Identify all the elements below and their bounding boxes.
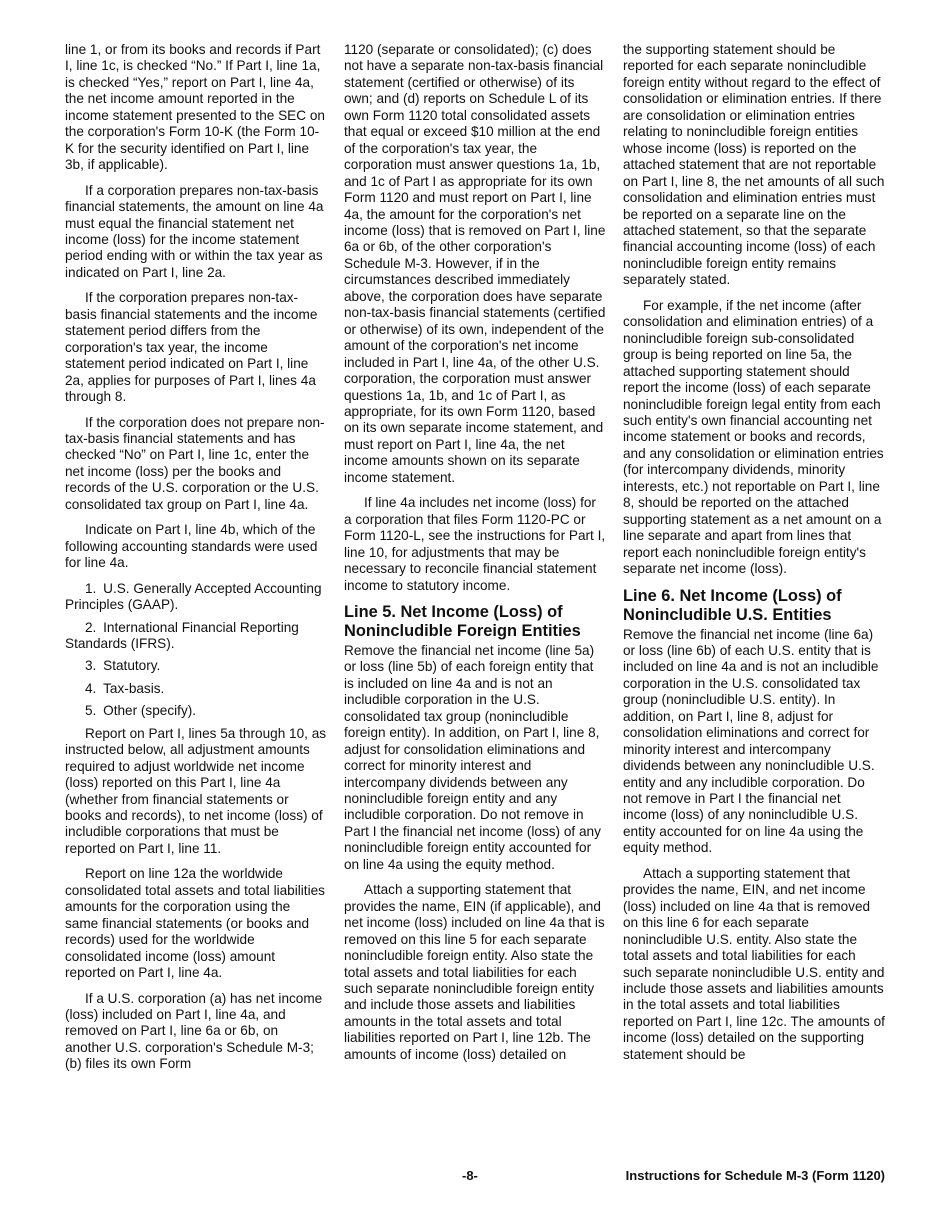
paragraph: Attach a supporting statement that provides the name, EIN, and net income (loss) included on line 4a that is removed on this line 6 for each separate nonincludible U.S. entity. Also state the total assets and total liabilities for each such separate nonincludible U.S. entity and include those assets and liabilities amounts in the total assets and total liabilities reported on Part I, line 12c. The amounts of income (loss) detailed on the supporting statement should be <box>623 865 885 1062</box>
paragraph: 1120 (separate or consolidated); (c) does not have a separate non-tax-basis financial statement (certified or otherwise) of its own; and (d) reports on Schedule L of its own Form 1120 total consolidated assets that equal or exceed $10 million at the end of the corporation's tax year, the corporation must answer questions 1a, 1b, and 1c of Part I as appropriate for its own Form 1120 and must report on Part I, line 4a, the amount for the corporation's net income (loss) that is removed on Part I, line 6a or 6b, of the other corporation's Schedule M-3. However, if in the circumstances described immediately above, the corporation does have separate non-tax-basis financial statements (certified or otherwise) of its own, independent of the amount of the corporation's net income included in Part I, line 4a, of the other U.S. corporation, the corporation must answer questions 1a, 1b, and 1c of Part I, as appropriate, for its own Form 1120, based on its own separate income statement, and must report on Part I, line 4a, the net income amounts shown on its separate income statement. <box>344 42 606 485</box>
paragraph: If a U.S. corporation (a) has net income (loss) included on Part I, line 4a, and removed on Part I, line 6a or 6b, on another U.S. corporation's Schedule M-3; (b) files its own Form <box>65 990 323 1072</box>
paragraph: Report on Part I, lines 5a through 10, as instructed below, all adjustment amounts required to adjust worldwide net income (loss) reported on this Part I, line 4a (whether from financial statements or books and records), to net income (loss) of includible corporations that must be reported on Part I, line 11. <box>65 725 327 856</box>
list-item: 3. Statutory. <box>85 658 161 674</box>
paragraph: If the corporation prepares non-tax-basis financial statements and the income statement period differs from the corporation's tax year, the income statement period indicated on Part I, line 2a, applies for purposes of Part I, lines 4a through 8. <box>65 290 318 405</box>
section-heading-line-6: Line 6. Net Income (Loss) of Nonincludible U.S. Entities <box>623 586 842 624</box>
paragraph: Indicate on Part I, line 4b, which of the following accounting standards were used for line 4a. <box>65 522 318 571</box>
document-title: Instructions for Schedule M-3 (Form 1120) <box>625 1168 885 1183</box>
column-3 <box>623 42 885 1072</box>
paragraph: Remove the financial net income (line 6a) or loss (line 6b) of each U.S. entity that is included on line 4a and is not an includible corporation in the U.S. consolidated tax group (nonincludible U.S. entity). In addition, on Part I, line 8, adjust for consolidation eliminations and correct for minority interest and intercompany dividends between any nonincludible U.S. entity and any includible corporation. Do not remove in Part I the financial net income (loss) of any nonincludible U.S. entity accounted for on line 4a using the equity method. <box>623 626 879 856</box>
paragraph: Remove the financial net income (line 5a) or loss (line 5b) of each foreign entity that is included on line 4a and is not an includible corporation in the U.S. consolidated tax group (nonincludible foreign entity). In addition, on Part I, line 8, adjust for consolidation eliminations and correct for minority interest and intercompany dividends between any nonincludible foreign entity and any includible corporation. Do not remove in Part I the financial net income (loss) of any nonincludible foreign entity accounted for on line 4a using the equity method. <box>344 642 601 872</box>
paragraph: For example, if the net income (after consolidation and elimination entries) of a nonincludible foreign sub-consolidated group is being reported on line 5a, the attached supporting statement should report the income (loss) of each separate nonincludible foreign legal entity from each such entity's own financial accounting net income statement or books and records, and any consolidation or elimination entries (for intercompany dividends, minority interests, etc.) not reportable on Part I, line 8, should be reported on the attached supporting statement as a net amount on a line separate and apart from lines that report each nonincludible foreign entity's separate net income (loss). <box>623 297 884 577</box>
list-item: 2. International Financial Reporting Standards (IFRS). <box>65 619 299 651</box>
paragraph: line 1, or from its books and records if Part I, line 1c, is checked “No.” If Part I, line 1a, is checked “Yes,” report on Part I, line 4a, the net income amount reported in the income statement presented to the SEC on the corporation's Form 10-K (the Form 10-K for the security identified on Part I, line 3b, if applicable). <box>65 42 325 173</box>
paragraph: the supporting statement should be reported for each separate nonincludible foreign entity without regard to the effect of consolidation or elimination entries. If there are consolidation or elimination entries relating to nonincludible foreign entities whose income (loss) is reported on the attached statement that are not reportable on Part I, line 8, the net amounts of all such consolidation and elimination entries must be reported on a separate line on the attached statement, so that the separate financial accounting income (loss) of each nonincludible foreign entity remains separately stated. <box>623 42 885 288</box>
paragraph: If the corporation does not prepare non-tax-basis financial statements and has checked “No” on Part I, line 1c, enter the net income (loss) per the books and records of the U.S. corporation or the U.S. consolidated tax group on Part I, line 4a. <box>65 414 325 512</box>
page-number: -8- <box>462 1168 478 1183</box>
paragraph: Report on line 12a the worldwide consolidated total assets and total liabilities amounts for the corporation using the same financial statements (or books and records) used for the worldwide consolidated income (loss) amount reported on Part I, line 4a. <box>65 866 325 981</box>
paragraph: Attach a supporting statement that provides the name, EIN (if applicable), and net income (loss) included on line 4a that is removed on this line 5 for each separate nonincludible foreign entity. Also state the total assets and total liabilities for each such separate nonincludible foreign entity and include those assets and liabilities amounts in the total assets and total liabilities reported on Part I, line 12b. The amounts of income (loss) detailed on <box>344 882 605 1062</box>
column-1 <box>65 42 327 1082</box>
list-item: 5. Other (specify). <box>85 703 197 719</box>
list-item: 1. U.S. Generally Accepted Accounting Principles (GAAP). <box>65 580 322 613</box>
section-heading-line-5: Line 5. Net Income (Loss) of Nonincludible Foreign Entities <box>344 602 581 640</box>
list-item: 4. Tax-basis. <box>85 680 165 696</box>
paragraph: If line 4a includes net income (loss) for a corporation that files Form 1120-PC or Form 1120-L, see the instructions for Part I, line 10, for adjustments that may be necessary to reconcile financial statement income to statutory income. <box>344 495 606 593</box>
paragraph: If a corporation prepares non-tax-basis financial statements, the amount on line 4a must equal the financial statement net income (loss) for the income statement period ending with or within the tax year as indicated on Part I, line 2a. <box>65 182 324 280</box>
column-2 <box>344 42 606 1072</box>
